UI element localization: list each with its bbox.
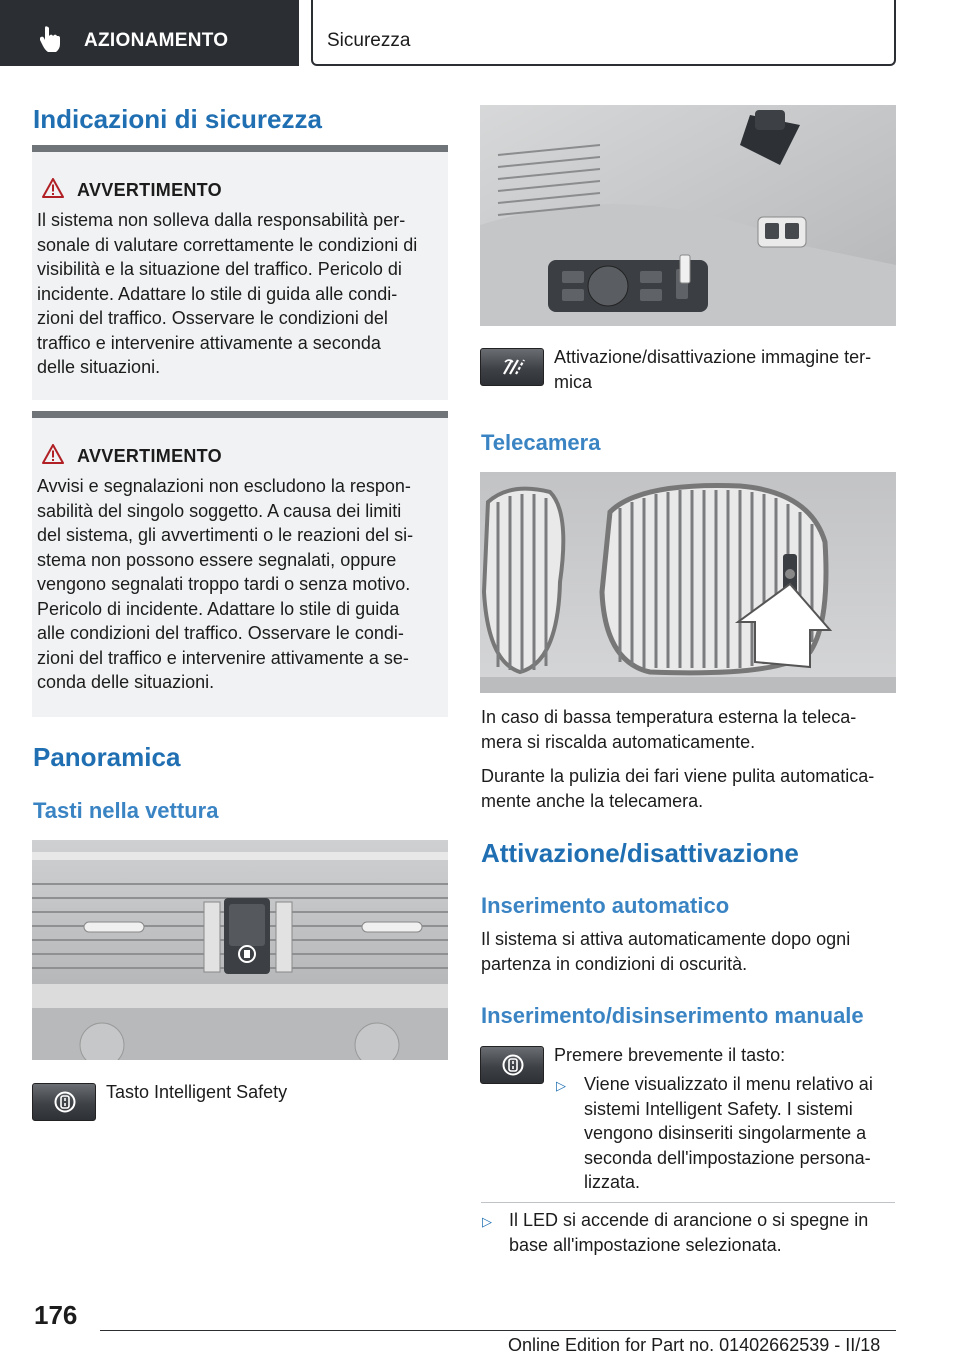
warning-line: sabilità del singolo soggetto. A causa dei limiti: [37, 500, 402, 521]
bullet-line: Viene visualizzato il menu relativo ai: [584, 1074, 873, 1094]
intelligent-safety-button-icon: [480, 1046, 544, 1084]
warning-text: [37, 208, 442, 380]
warning-label: AVVERTIMENTO: [77, 446, 222, 466]
light-switch-illustration: [480, 105, 896, 326]
warning-line: incidente. Adattare lo stile di guida alle condi-: [37, 283, 398, 304]
paragraph-line: Durante la pulizia dei fari viene pulita automatica-: [481, 766, 875, 786]
caption-line: mica: [554, 371, 593, 392]
warning-line: del sistema, gli avvertimenti o le reazioni del si-: [37, 525, 414, 545]
thermal-button-caption: [554, 345, 871, 394]
warning-line: Avvisi e segnalazioni non escludono la respon-: [37, 476, 411, 496]
warning-line: zioni del traffico. Osservare le condizioni del: [37, 308, 388, 328]
footer-divider: [100, 1330, 896, 1331]
overview-heading: Panoramica: [33, 742, 181, 772]
thermal-image-button-icon: [480, 348, 544, 386]
warning-triangle-icon: [42, 178, 64, 198]
paragraph-line: In caso di bassa temperatura esterna la teleca-: [481, 707, 857, 727]
warning-line: conda delle situazioni.: [37, 672, 215, 692]
activation-heading: Attivazione/disattivazione: [481, 838, 799, 868]
dashboard-illustration: [32, 840, 448, 1060]
warning-line: traffico e intervenire attivamente a seconda: [37, 332, 381, 353]
warning-triangle-icon: [42, 444, 64, 464]
bullet-triangle-icon: ▷: [556, 1078, 566, 1093]
warning-line: sonale di valutare correttamente le condizioni di: [37, 234, 418, 255]
page-number: 176: [34, 1300, 78, 1330]
camera-grille-photo: [480, 472, 896, 693]
bullet-line: Il LED si accende di arancione o si spegne in: [509, 1210, 869, 1230]
bullet-item-1: [584, 1072, 873, 1195]
warning-line: vengono segnalati troppo tardi o senza motivo.: [37, 574, 411, 594]
manual-activation-heading: Inserimento/disinserimento manuale: [481, 1003, 864, 1028]
warning-box-2: [32, 411, 448, 717]
warning-line: visibilità e la situazione del traffico. Pericolo di: [37, 259, 402, 279]
chapter-title: Sicurezza: [327, 30, 411, 51]
safety-button-caption: Tasto Intelligent Safety: [106, 1082, 288, 1102]
header-chapter-tab: [311, 0, 896, 66]
camera-heading: Telecamera: [481, 430, 601, 455]
paragraph-line: mera si riscalda automaticamente.: [481, 731, 756, 752]
bullet-line: seconda dell'impostazione persona-: [584, 1147, 871, 1168]
warning-line: alle condizioni del traffico. Osservare le condi-: [37, 623, 404, 643]
header-section-tab: [0, 0, 299, 66]
warning-label: AVVERTIMENTO: [77, 180, 222, 200]
auto-activation-text: [481, 927, 850, 976]
page-title: Indicazioni di sicurezza: [33, 104, 322, 134]
warning-line: Pericolo di incidente. Adattare lo stile di guida: [37, 598, 400, 619]
warning-text: [37, 474, 442, 695]
divider: [481, 1202, 895, 1203]
paragraph-line: mente anche la telecamera.: [481, 790, 704, 811]
bullet-line: vengono disinseriti singolarmente a: [584, 1123, 867, 1143]
bullet-line: lizzata.: [584, 1172, 641, 1192]
paragraph-line: partenza in condizioni di oscurità.: [481, 953, 748, 974]
warning-box-1: [32, 145, 448, 400]
intelligent-safety-button-icon: [32, 1083, 96, 1121]
warning-line: zioni del traffico e intervenire attivamente a se-: [37, 647, 409, 668]
camera-paragraph-2: [481, 764, 874, 813]
section-title: AZIONAMENTO: [84, 30, 229, 51]
paragraph-line: Il sistema si attiva automaticamente dopo ogni: [481, 929, 851, 949]
edition-note: Online Edition for Part no. 01402662539 - II/18: [508, 1335, 881, 1355]
camera-paragraph-1: [481, 705, 856, 754]
warning-line: Il sistema non solleva dalla responsabilità per-: [37, 210, 406, 230]
bullet-triangle-icon: ▷: [482, 1214, 492, 1229]
caption-line: Attivazione/disattivazione immagine ter-: [554, 347, 872, 367]
light-switch-photo: [480, 105, 896, 326]
kidney-grille-illustration: [480, 472, 896, 693]
warning-line: stema non possono essere segnalati, oppure: [37, 549, 397, 570]
buttons-heading: Tasti nella vettura: [33, 798, 219, 823]
manual-intro-text: Premere brevemente il tasto:: [554, 1045, 786, 1065]
bullet-item-2: [509, 1208, 868, 1257]
auto-activation-heading: Inserimento automatico: [481, 893, 730, 918]
warning-line: delle situazioni.: [37, 357, 161, 377]
dashboard-buttons-photo: [32, 840, 448, 1060]
bullet-line: base all'impostazione selezionata.: [509, 1234, 782, 1255]
bullet-line: sistemi Intelligent Safety. I sistemi: [584, 1098, 853, 1119]
hand-pointer-icon: [40, 26, 62, 52]
